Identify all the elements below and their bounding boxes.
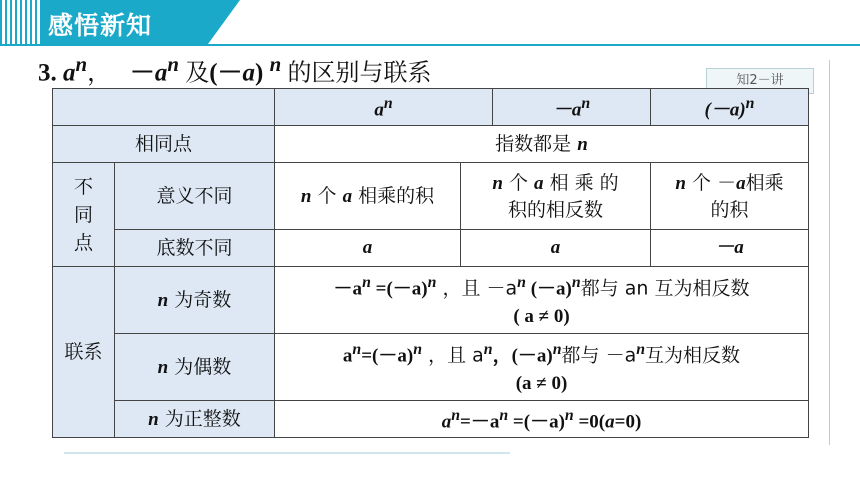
- footer-line: [64, 452, 510, 454]
- same-value: 指数都是 n: [275, 126, 809, 163]
- table-row-meaning: [53, 163, 809, 230]
- diff-group-label: 不 同 点: [53, 163, 115, 267]
- header-corner-cell: [53, 89, 275, 126]
- table-row-odd: [53, 267, 809, 334]
- table-row-same: [53, 126, 809, 163]
- header-underline: [0, 44, 860, 46]
- section-title: 感悟新知: [48, 11, 153, 40]
- meaning-paren-neg-a-n: n 个 －a相乘 的积: [651, 163, 809, 230]
- right-divider: [829, 60, 830, 445]
- same-label: 相同点: [53, 126, 275, 163]
- positive-relation: $a^n=-a^n =(-a)^n =0(a=0)$: [275, 401, 809, 438]
- relation-group-label: 联系: [53, 267, 115, 438]
- even-relation: $a^n=(-a)^n$ ，且 $a^n$，$(-a)^n$都与 $-a^n$互为相反数 (a ≠ 0): [275, 334, 809, 401]
- col-head-paren-neg-a-n: $(-a)^n$: [651, 89, 809, 126]
- table-row-positive: [53, 401, 809, 438]
- odd-label: n 为奇数: [115, 267, 275, 334]
- header-stripes: [0, 0, 40, 44]
- col-head-a-n: $a^n$: [275, 89, 493, 126]
- col-head-neg-a-n: $-a^n$: [493, 89, 651, 126]
- comparison-table: [52, 88, 809, 438]
- table-row-even: [53, 334, 809, 401]
- table-header-row: [53, 89, 809, 126]
- odd-relation: $-a^n =(-a)^n$ ，且 $-a^n$ $(-a)^n$都与 an 互为相反数 ( a ≠ 0): [275, 267, 809, 334]
- base-a-n: a: [275, 230, 461, 267]
- base-label: 底数不同: [115, 230, 275, 267]
- positive-label: n 为正整数: [115, 401, 275, 438]
- base-neg-a-n: a: [461, 230, 651, 267]
- header-bar: [0, 0, 860, 46]
- even-label: n 为偶数: [115, 334, 275, 401]
- meaning-neg-a-n: n 个 a 相 乘 的 积的相反数: [461, 163, 651, 230]
- knowledge-tag: 知2－讲: [706, 68, 814, 94]
- meaning-a-n: n 个 a 相乘的积: [275, 163, 461, 230]
- meaning-label: 意义不同: [115, 163, 275, 230]
- table-row-base: [53, 230, 809, 267]
- page-heading: 3. $a^n$， $-a^n$ 及(－a) $^n$ 的区别与联系: [38, 52, 432, 87]
- base-paren-neg-a-n: －a: [651, 230, 809, 267]
